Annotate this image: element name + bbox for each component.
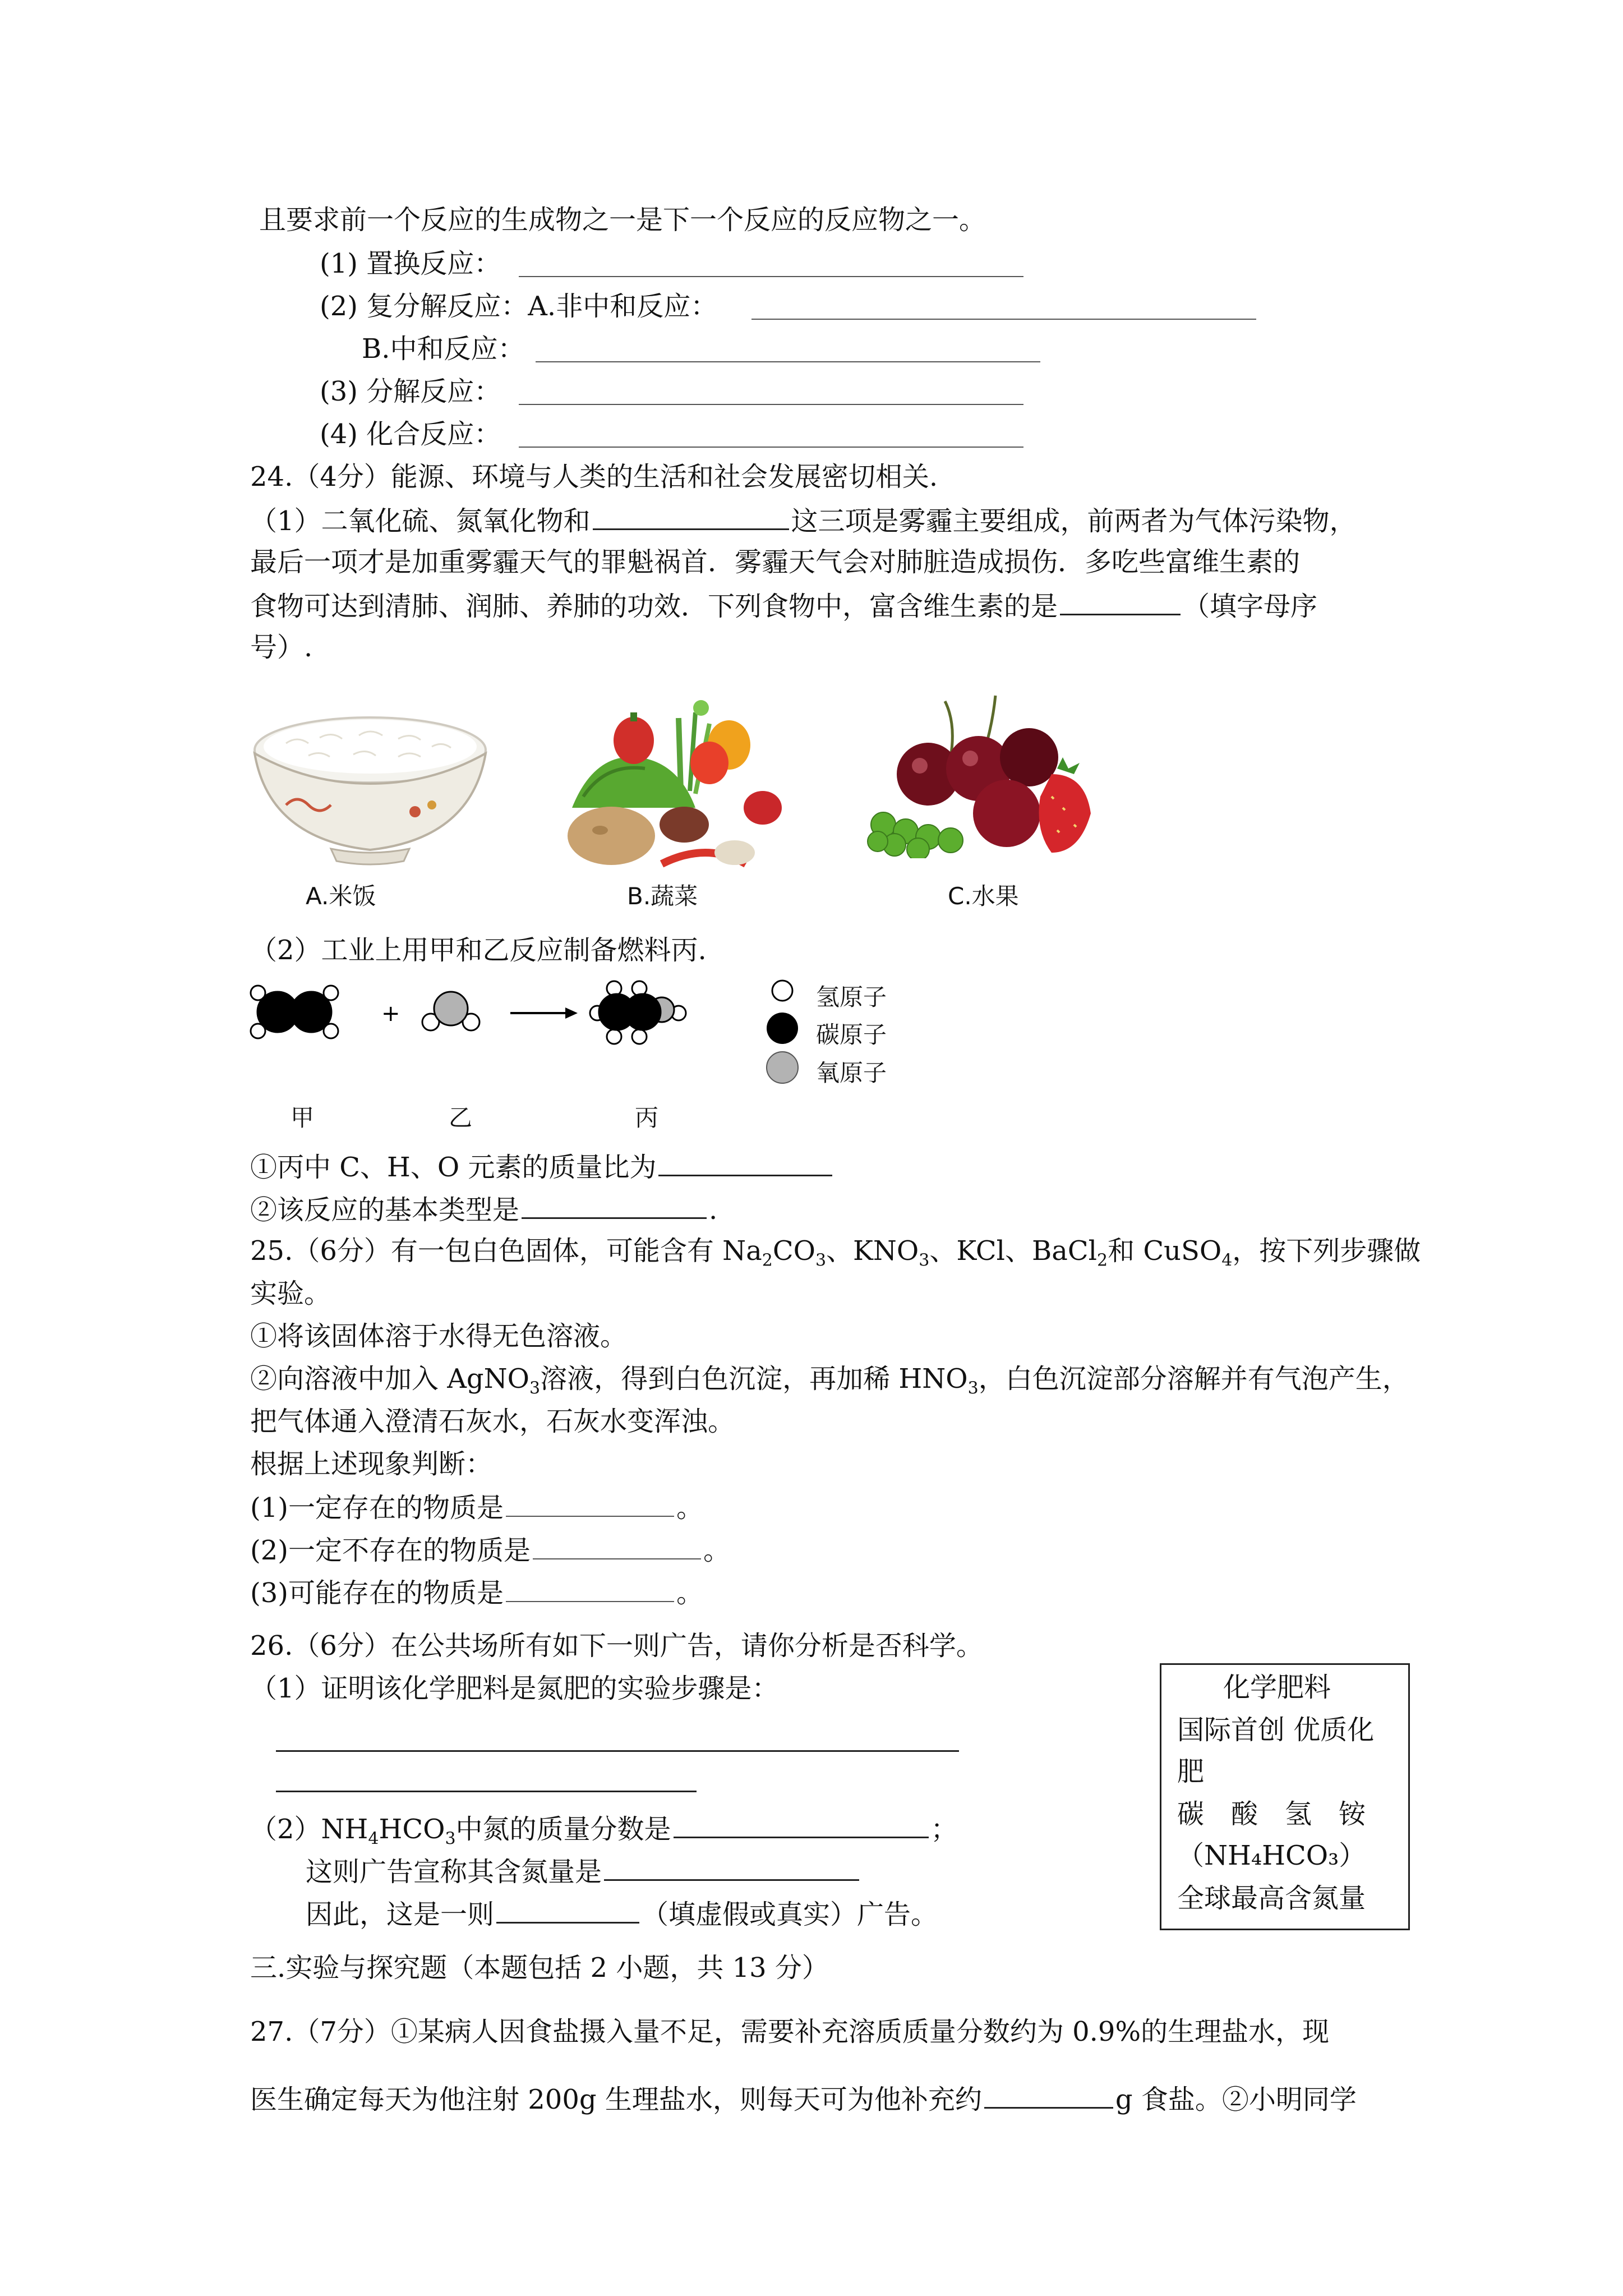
q23-item-4: (4) 化合反应：: [320, 418, 501, 450]
q23-blank-3[interactable]: [519, 404, 1023, 405]
q25-blank-3[interactable]: [506, 1575, 674, 1602]
q27-line2: 医生确定每天为他注射 200g 生理盐水，则每天可为他补充约 g 食盐。②小明同学: [250, 2081, 1357, 2116]
plus-sign: +: [381, 1001, 400, 1027]
q24-qa: ①丙中 C、H、O 元素的质量比为: [250, 1149, 834, 1184]
q24-head: 24.（4分）能源、环境与人类的生活和社会发展密切相关.: [250, 461, 938, 493]
fertilizer-ad-box: 化学肥料 国际首创 优质化 肥 碳 酸 氢 铵 （NH₄HCO₃） 全球最高含氮量: [1160, 1663, 1410, 1930]
q24-p1-line3: 食物可达到清肺、润肺、养肺的功效．下列食物中，富含维生素的是 （填字母序: [250, 588, 1317, 623]
q24-p1-line1: （1）二氧化硫、氮氧化物和 这三项是雾霾主要组成，前两者为气体污染物，: [250, 503, 1357, 538]
hydrogen-atom-icon: [772, 981, 792, 1001]
q25-a3: (3)可能存在的物质是 。: [250, 1575, 703, 1610]
q24-p1-line4: 号）.: [250, 632, 313, 663]
q25-head: 25.（6分）有一包白色固体，可能含有 $Na_2CO_3$、$KNO_3$、KCl、BaCl$_2$和 CuSO$_4$，按下列步骤做: [250, 1235, 1421, 1271]
q26-blank-steps-1[interactable]: [276, 1750, 959, 1752]
q26-blank-claim[interactable]: [604, 1853, 859, 1881]
food-label-c: C.水果: [948, 882, 1019, 910]
q27-blank-salt[interactable]: [984, 2081, 1113, 2109]
q26-head: 26.（6分）在公共场所有如下一则广告，请你分析是否科学。: [250, 1630, 983, 1662]
q27-line1: 27.（7分）①某病人因食盐摄入量不足，需要补充溶质质量分数约为 0.9%的生理盐水，现: [250, 2016, 1330, 2047]
q24-p1-line2: 最后一项才是加重雾霾天气的罪魁祸首．雾霾天气会对肺脏造成损伤．多吃些富维生素的: [250, 546, 1301, 578]
legend-oxygen: 氧原子: [816, 1059, 887, 1087]
label-yi: 乙: [449, 1104, 473, 1131]
q25-blank-1[interactable]: [506, 1490, 674, 1517]
food-label-a: A.米饭: [306, 882, 376, 910]
legend-carbon: 碳原子: [816, 1021, 887, 1048]
molecule-jia: [251, 986, 338, 1038]
food-label-b: B.蔬菜: [627, 882, 698, 910]
q26-p2-line3: 因此，这是一则 （填虚假或真实）广告。: [306, 1896, 938, 1931]
q24-blank-type[interactable]: [522, 1191, 707, 1219]
q25-step1: ①将该固体溶于水得无色溶液。: [250, 1320, 628, 1352]
q23-blank-4[interactable]: [519, 447, 1023, 448]
q23-item-3: (3) 分解反应：: [320, 376, 501, 407]
q24-blank-food[interactable]: [1060, 588, 1181, 615]
q25-judge: 根据上述现象判断：: [250, 1448, 493, 1480]
q26-blank-steps-2[interactable]: [276, 1791, 697, 1792]
q26-p1: （1）证明该化学肥料是氮肥的实验步骤是：: [250, 1673, 779, 1704]
q26-blank-judge[interactable]: [496, 1896, 639, 1924]
q25-step2-line2: 把气体通入澄清石灰水，石灰水变浑浊。: [250, 1406, 735, 1437]
molecule-yi: [422, 992, 479, 1030]
oxygen-atom-icon: [767, 1052, 798, 1083]
atom-legend-icons: [760, 975, 805, 1104]
q23-blank-2b[interactable]: [536, 361, 1040, 362]
q23-item-2: (2) 复分解反应：A.非中和反应：: [320, 291, 718, 322]
legend-hydrogen: 氢原子: [816, 983, 887, 1011]
q25-blank-2[interactable]: [533, 1533, 701, 1559]
q25-step2: ②向溶液中加入 AgNO$_3$溶液，得到白色沉淀，再加稀 $HNO_3$，白色沉淀部分溶解并有气泡产生，: [250, 1363, 1409, 1398]
q23-item-2b: B.中和反应：: [362, 333, 525, 365]
vegetables-image: [561, 696, 796, 875]
section3-title: 三.实验与探究题（本题包括 2 小题，共 13 分）: [250, 1952, 829, 1984]
fruit-image: [866, 690, 1096, 858]
carbon-atom-icon: [767, 1013, 798, 1044]
q26-p2: $(2)NH_4HCO_3$中氮的质量分数是 ；: [250, 1811, 958, 1846]
rice-bowl-image: [247, 710, 494, 872]
intro-line: 且要求前一个反应的生成物之一是下一个反应的反应物之一。: [259, 204, 986, 236]
molecule-bing: [590, 981, 686, 1044]
q24-qb: ②该反应的基本类型是 .: [250, 1191, 717, 1227]
label-jia: 甲: [291, 1104, 315, 1131]
label-bing: 丙: [635, 1104, 659, 1131]
q24-blank-pm[interactable]: [593, 503, 789, 530]
q26-blank-percent[interactable]: [674, 1811, 929, 1838]
q25-a2: (2)一定不存在的物质是 。: [250, 1533, 730, 1567]
q25-head-line2: 实验。: [250, 1278, 331, 1309]
q24-p2: （2）工业上用甲和乙反应制备燃料丙.: [250, 935, 707, 966]
q24-blank-ratio[interactable]: [658, 1149, 832, 1176]
q23-blank-2a[interactable]: [751, 319, 1256, 320]
q23-blank-1[interactable]: [519, 276, 1023, 277]
q23-item-1: (1) 置换反应：: [320, 248, 501, 279]
reaction-diagram: [247, 976, 729, 1066]
q25-a1: (1)一定存在的物质是 。: [250, 1490, 703, 1525]
q26-p2-line2: 这则广告宣称其含氮量是: [306, 1853, 861, 1889]
